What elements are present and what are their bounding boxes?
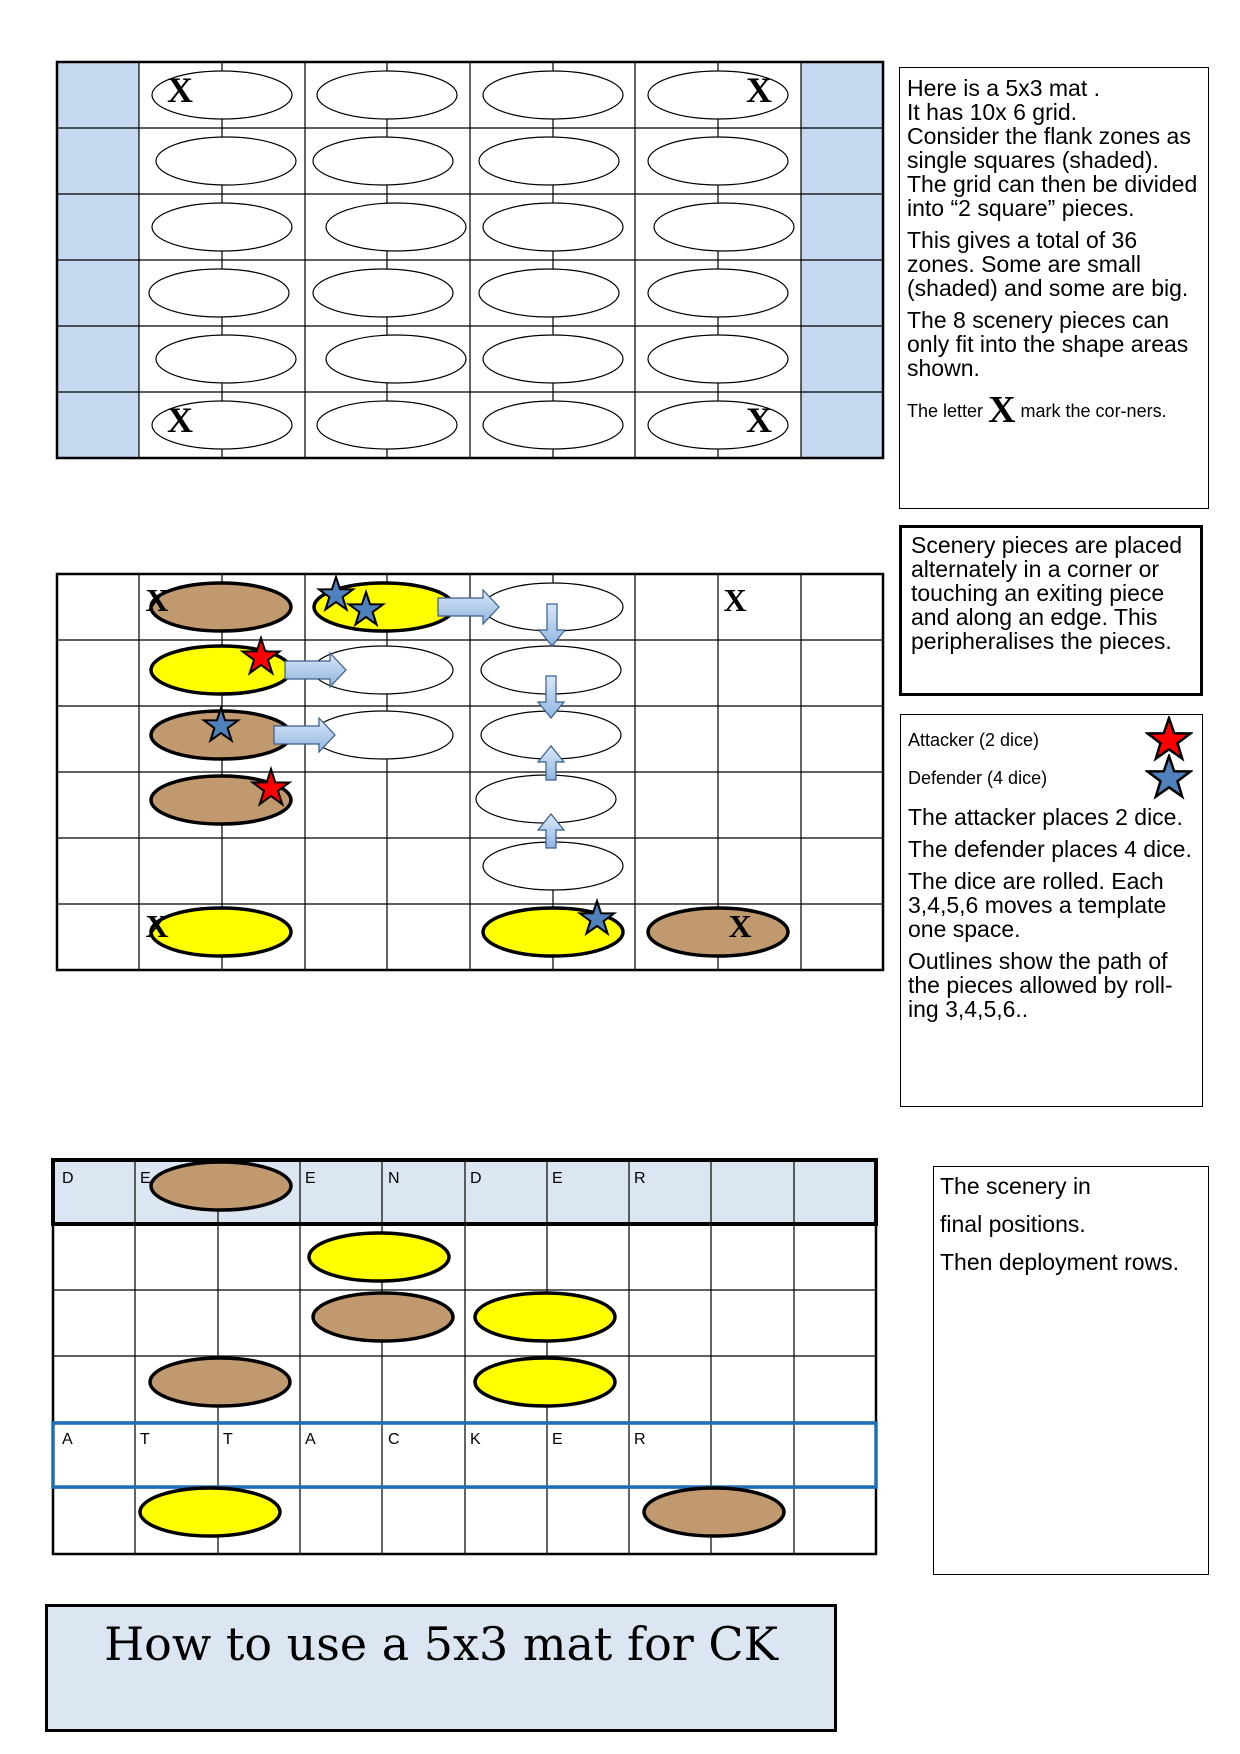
corner-mark: X [746,70,772,110]
scenery-piece-tan [150,1358,290,1406]
desc-line: It has 10x 6 grid. [907,99,1078,125]
row-letter: D [62,1170,74,1187]
desc-line: This gives a total of 36 zones. Some are small (shaded) and some are big. [907,227,1189,301]
rule-line: Outlines show the path of the pieces allowed by roll-ing 3,4,5,6.. [908,948,1173,1022]
row-letter: R [634,1431,646,1448]
corner-note: The letter X mark the cor-ners. [907,389,1167,431]
row-letter: T [140,1431,150,1448]
scenery-piece-tan [313,1293,453,1341]
row-letter: E [552,1431,563,1448]
row-letter: A [305,1431,316,1448]
row-letter: E [552,1170,563,1187]
placement-text: Scenery pieces are placed alternately in a corner or touching an exiting piece and along an edge. This peripheralises the pieces. [911,532,1183,654]
desc-line: The 8 scenery pieces can only fit into the shape areas shown. [907,307,1189,381]
page-title: How to use a 5x3 mat for CK [104,1617,778,1671]
final-line: Then deployment rows. [940,1249,1180,1275]
corner-mark: X [167,400,193,440]
row-letter: E [305,1170,316,1187]
final-line: final positions. [940,1211,1086,1237]
final-line: The scenery in [940,1173,1091,1199]
row-letter: C [388,1431,400,1448]
scenery-piece-tan [151,1162,291,1210]
row-letter: N [388,1170,400,1187]
rule-line: The attacker places 2 dice. [908,804,1183,830]
desc-line: Here is a 5x3 mat . [907,75,1101,101]
title-box [45,1604,837,1732]
attacker-legend: Attacker (2 dice) [908,721,1195,759]
corner-mark: X [167,70,193,110]
row-letter: R [634,1170,646,1187]
scenery-piece-yellow [309,1233,449,1281]
corner-mark: X [746,400,772,440]
desc-line: Consider the flank zones as single squares (shaded). [907,123,1191,173]
row-letter: E [140,1170,151,1187]
row-letter: D [470,1170,482,1187]
defender-legend: Defender (4 dice) [908,759,1195,797]
corner-mark: X [723,582,747,618]
rule-line: The defender places 4 dice. [908,836,1192,862]
corner-mark: X [145,908,169,944]
rule-line: The dice are rolled. Each 3,4,5,6 moves a template one space. [908,868,1167,942]
final-positions-note [933,1166,1209,1575]
scenery-piece-yellow [140,1488,280,1536]
scenery-piece-yellow [475,1358,615,1406]
scenery-piece-tan [644,1488,784,1536]
corner-note-x: X [988,389,1016,431]
corner-mark: X [728,908,752,944]
row-letter: T [223,1431,233,1448]
scenery-piece-yellow [475,1293,615,1341]
row-letter: A [62,1431,73,1448]
corner-mark: X [145,582,169,618]
desc-line: The grid can then be divided into “2 square” pieces. [907,171,1198,221]
row-letter: K [470,1431,481,1448]
